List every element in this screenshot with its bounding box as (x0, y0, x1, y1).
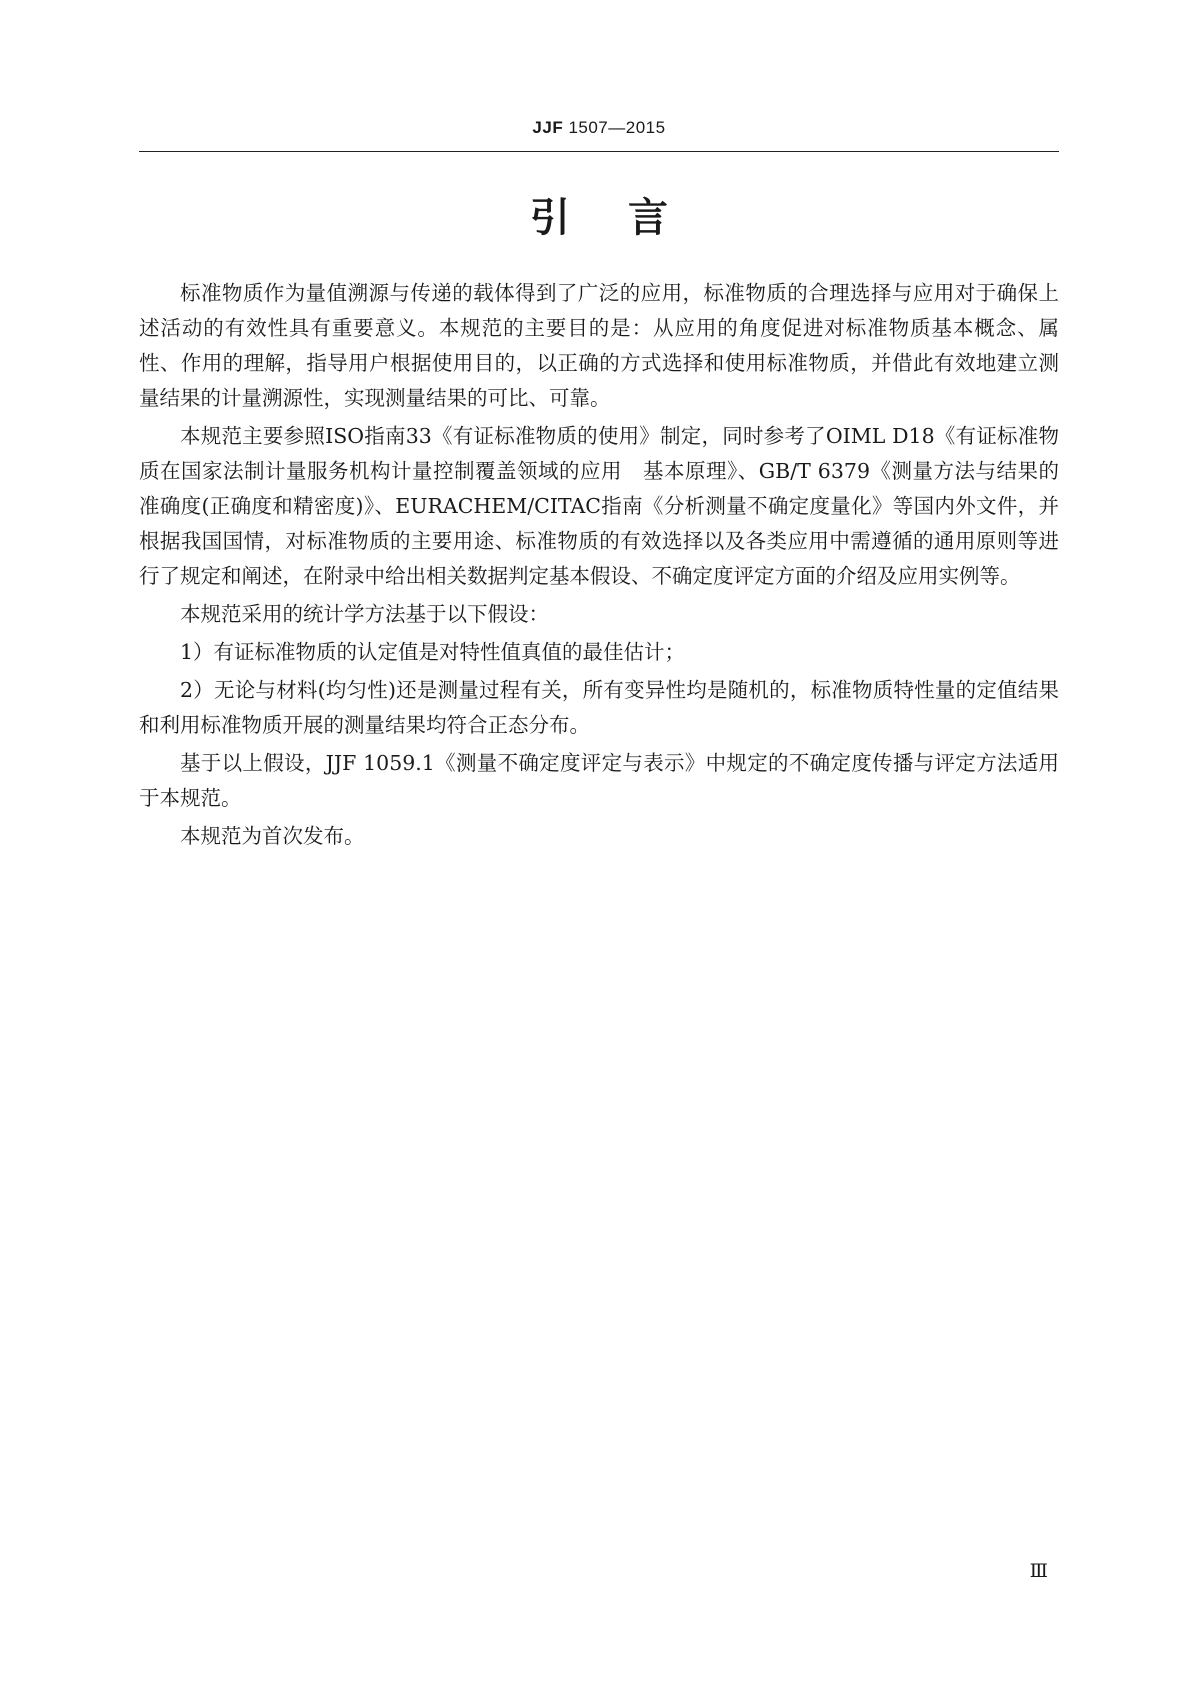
paragraph-purpose: 标准物质作为量值溯源与传递的载体得到了广泛的应用，标准物质的合理选择与应用对于确保上述活动的有效性具有重要意义。本规范的主要目的是：从应用的角度促进对标准物质基本概念、属性、作用的理解，指导用户根据使用目的，以正确的方式选择和使用标准物质，并借此有效地建立测量结果的计量溯源性，实现测量结果的可比、可靠。 (139, 281, 1059, 410)
running-header (139, 118, 1059, 138)
paragraph-assumptions-intro: 本规范采用的统计学方法基于以下假设： (180, 602, 549, 626)
paragraph-uncertainty: 基于以上假设，JJF 1059.1《测量不确定度评定与表示》中规定的不确定度传播与评定方法适用于本规范。 (139, 751, 1059, 810)
section-title: 引言 (530, 195, 726, 241)
body-text (139, 276, 1059, 857)
paragraph-references: 本规范主要参照ISO指南33《有证标准物质的使用》制定，同时参考了OIML D18《有证标准物质在国家法制计量服务机构计量控制覆盖领域的应用 基本原理》、GB/T 6379《测量方法与结果的准确度(正确度和精密度)》、EURACHEM/CITAC指南《分析测量不确定度量化》等国内外文件，并根据我国国情，对标准物质的主要用途、标准物质的有效选择以及各类应用中需遵循的通用原则等进行了规定和阐述，在附录中给出相关数据判定基本假设、不确定度评定方面的介绍及应用实例等。 (139, 424, 1059, 588)
paragraph-first-release: 本规范为首次发布。 (180, 824, 365, 848)
paragraph-assumption-2: 2）无论与材料(均匀性)还是测量过程有关，所有变异性均是随机的，标准物质特性量的定值结果和利用标准物质开展的测量结果均符合正态分布。 (139, 678, 1059, 737)
header-standard-number: 1507—2015 (568, 118, 666, 137)
page-number: Ⅲ (1029, 1560, 1048, 1582)
paragraph-assumption-1: 1）有证标准物质的认定值是对特性值真值的最佳估计； (180, 640, 686, 664)
header-divider (139, 151, 1059, 152)
header-standard-code: JJF (532, 118, 564, 137)
